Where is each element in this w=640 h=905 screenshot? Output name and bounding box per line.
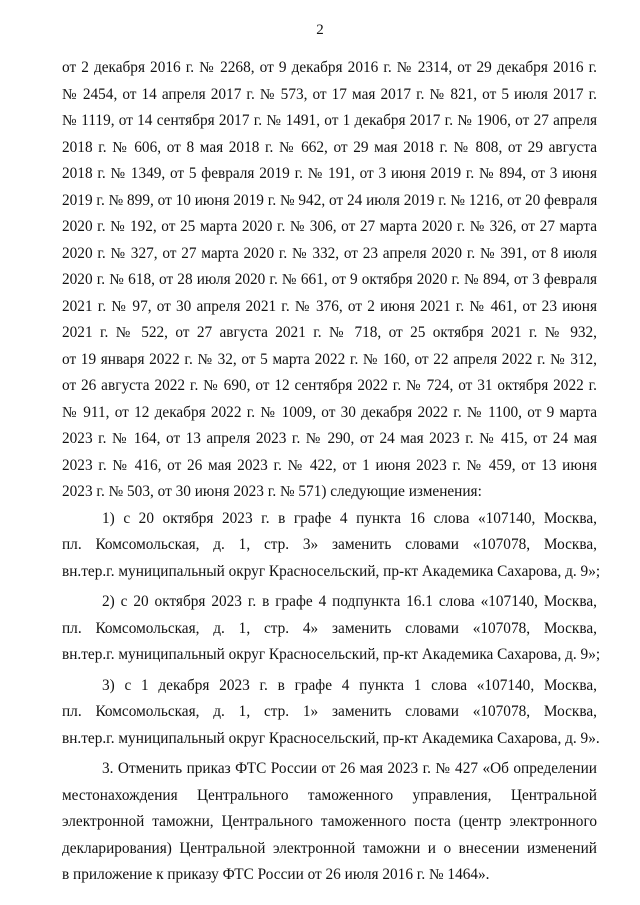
text-line: 2018 г. № 606, от 8 мая 2018 г. № 662, от 29 мая 2018 г. № 808, от 29 августа [62,138,597,156]
text-line: № 2454, от 14 апреля 2017 г. № 573, от 17 мая 2017 г. № 821, от 5 июля 2017 г. [62,85,597,103]
text-line: 2023 г. № 164, от 13 апреля 2023 г. № 290, от 24 мая 2023 г. № 415, от 24 мая [62,430,597,447]
text-line: 3. Отменить приказ ФТС России от 26 мая 2023 г. № 427 «Об определении [102,760,597,777]
paragraph-item-1 [62,506,601,586]
text-line: от 2 декабря 2016 г. № 2268, от 9 декабря 2016 г. № 2314, от 29 декабря 2016 г. [62,59,597,76]
text-line: пл. Комсомольская, д. 1, стр. 1» заменить словами «107078, Москва, [62,703,597,720]
text-line: 2023 г. № 503, от 30 июня 2023 г. № 571) следующие изменения: [62,483,482,500]
text-line: пл. Комсомольская, д. 1, стр. 3» заменить словами «107078, Москва, [62,536,597,553]
text-line: 2019 г. № 899, от 10 июня 2019 г. № 942, от 24 июля 2019 г. № 1216, от 20 февраля [62,191,598,209]
page-number: 2 [316,22,324,38]
document-body [62,55,601,889]
text-line: 2021 г. № 97, от 30 апреля 2021 г. № 376, от 2 июня 2021 г. № 461, от 23 июня [62,297,597,315]
text-line: вн.тер.г. муниципальный округ Красносельский, пр-кт Академика Сахарова, д. 9». [62,729,600,747]
text-line: от 19 января 2022 г. № 32, от 5 марта 2022 г. № 160, от 22 апреля 2022 г. № 312, [62,350,597,368]
text-line: в приложение к приказу ФТС России от 26 июля 2016 г. № 1464». [62,866,490,883]
text-line: 2020 г. № 327, от 27 марта 2020 г. № 332, от 23 апреля 2020 г. № 391, от 8 июля [62,244,597,262]
text-line: 1) с 20 октября 2023 г. в графе 4 пункта 16 слова «107140, Москва, [102,509,597,527]
text-line: 2020 г. № 618, от 28 июля 2020 г. № 661, от 9 октября 2020 г. № 894, от 3 февраля [62,271,597,288]
text-line: декларирования) Центральной электронной таможни и о внесении изменений [62,839,597,857]
paragraph-item-2 [62,589,601,669]
text-line: 2021 г. № 522, от 27 августа 2021 г. № 718, от 25 октября 2021 г. № 932, [62,324,597,341]
text-line: 3) с 1 декабря 2023 г. в графе 4 пункта 1 слова «107140, Москва, [102,676,597,694]
paragraph-continuation [62,55,597,506]
text-line: 2018 г. № 1349, от 5 февраля 2019 г. № 191, от 3 июня 2019 г. № 894, от 3 июня [62,165,597,182]
paragraph-item-3 [62,673,600,753]
text-line: 2) с 20 октября 2023 г. в графе 4 подпункта 16.1 слова «107140, Москва, [102,593,597,610]
text-line: вн.тер.г. муниципальный округ Красносельский, пр-кт Академика Сахарова, д. 9»; [62,562,601,580]
text-line: от 26 августа 2022 г. № 690, от 12 сентября 2022 г. № 724, от 31 октября 2022 г. [62,377,597,394]
text-line: электронной таможни, Центрального таможенного поста (центр электронного [62,813,597,830]
text-line: 2023 г. № 416, от 26 мая 2023 г. № 422, от 1 июня 2023 г. № 459, от 13 июня [62,456,597,474]
text-line: 2020 г. № 192, от 25 марта 2020 г. № 306, от 27 марта 2020 г. № 326, от 27 марта [62,218,597,235]
text-line: № 911, от 12 декабря 2022 г. № 1009, от 30 декабря 2022 г. № 1100, от 9 марта [62,403,597,421]
text-line: местонахождения Центрального таможенного управления, Центральной [62,786,597,804]
text-line: № 1119, от 14 сентября 2017 г. № 1491, от 1 декабря 2017 г. № 1906, от 27 апреля [62,112,597,129]
text-line: пл. Комсомольская, д. 1, стр. 4» заменить словами «107078, Москва, [62,619,597,637]
text-line: вн.тер.г. муниципальный округ Красносельский, пр-кт Академика Сахарова, д. 9»; [62,646,601,663]
paragraph-point-3 [62,756,597,889]
